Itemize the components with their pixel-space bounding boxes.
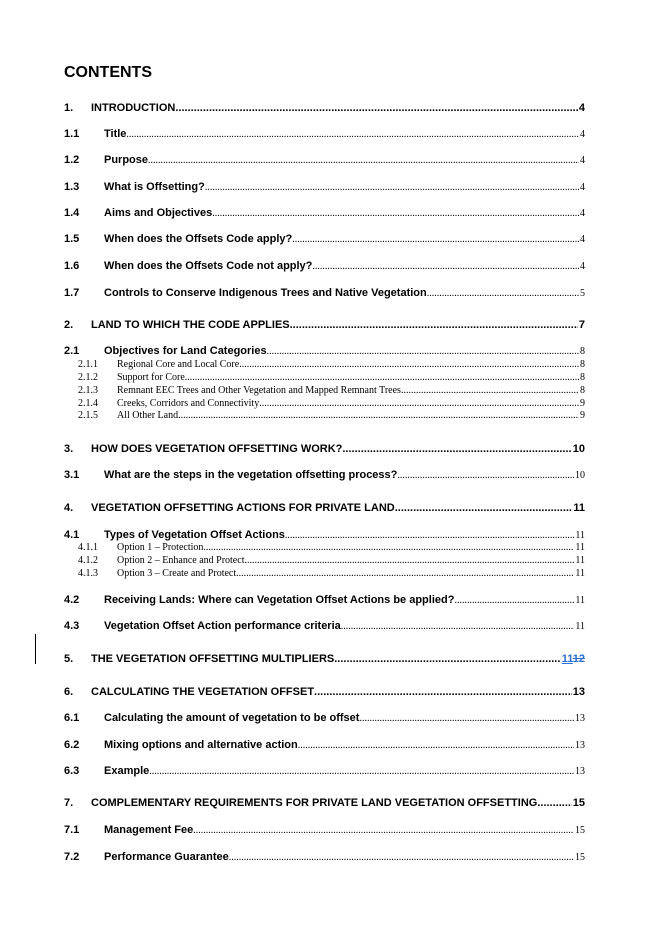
toc-entry[interactable] (0, 398, 666, 410)
toc-entry-title: INTRODUCTION (91, 102, 176, 114)
toc-entry[interactable] (0, 529, 666, 543)
dot-leader (148, 155, 579, 166)
toc-entry-line (104, 765, 585, 777)
dot-leader (397, 470, 574, 481)
toc-entry-page-number[interactable]: 8 (580, 346, 585, 357)
toc-entry-line (91, 653, 585, 665)
toc-entry-number: 7. (64, 797, 74, 809)
toc-entry-title: Performance Guarantee (104, 851, 229, 863)
toc-entry-number: 2.1.2 (78, 372, 98, 383)
toc-entry-page-number[interactable]: 4 (580, 129, 585, 140)
toc-entry-number: 1.6 (64, 260, 80, 272)
toc-entry-page-number[interactable]: 15 (575, 825, 585, 836)
toc-entry-number: 1.5 (64, 233, 80, 245)
toc-entry-number: 2.1.3 (78, 385, 98, 396)
toc-entry[interactable] (0, 181, 666, 195)
toc-entry-line (104, 154, 585, 166)
toc-entry-line (117, 410, 585, 421)
toc-entry-line (117, 372, 585, 383)
toc-entry-page-number[interactable]: 4 (580, 208, 585, 219)
toc-entry-line (104, 233, 585, 245)
toc-entry-title: Controls to Conserve Indigenous Trees and Native Vegetation (104, 287, 427, 299)
toc-entry-number: 4.1.1 (78, 542, 98, 553)
toc-entry-title: Title (104, 128, 127, 140)
toc-entry-page-number[interactable]: 13 (575, 766, 585, 777)
toc-entry-title: VEGETATION OFFSETTING ACTIONS FOR PRIVATE LAND (91, 502, 395, 514)
dot-leader (212, 208, 579, 219)
toc-entry[interactable] (0, 712, 666, 726)
toc-entry-number: 2.1 (64, 345, 80, 357)
toc-entry-number: 3. (64, 443, 74, 455)
toc-entry-number: 4.3 (64, 620, 80, 632)
toc-entry-number: 2.1.1 (78, 359, 98, 370)
toc-entry-line (117, 359, 585, 370)
toc-entry-line (117, 555, 585, 566)
toc-entry-number: 1.4 (64, 207, 80, 219)
toc-entry[interactable] (0, 594, 666, 608)
toc-entry-title: Option 3 – Create and Protect (117, 568, 237, 579)
toc-entry-page-number[interactable]: 4 (578, 102, 585, 114)
toc-entry-page-number[interactable]: 11 (573, 502, 585, 514)
toc-entry-line (104, 824, 585, 836)
toc-entry-line (91, 797, 585, 809)
toc-entry-line (104, 128, 585, 140)
toc-entry-title: Objectives for Land Categories (104, 345, 267, 357)
dot-leader (193, 825, 574, 836)
toc-entry[interactable] (0, 824, 666, 838)
toc-entry-page-number[interactable]: 10 (572, 443, 585, 455)
toc-entry-title: Receiving Lands: Where can Vegetation Offset Actions be applied? (104, 594, 455, 606)
toc-entry-line (91, 102, 585, 114)
toc-entry-number: 6. (64, 686, 74, 698)
toc-entry[interactable] (0, 345, 666, 359)
toc-entry-page-number[interactable]: 9 (580, 398, 585, 409)
dot-leader (537, 797, 571, 809)
toc-entry-number: 6.3 (64, 765, 80, 777)
toc-entry-number: 1.7 (64, 287, 80, 299)
toc-entry-page-number[interactable]: 7 (578, 319, 585, 331)
toc-entry[interactable] (0, 385, 666, 397)
toc-entry-number: 3.1 (64, 469, 80, 481)
toc-entry-number: 1.2 (64, 154, 80, 166)
toc-entry-page-number[interactable]: 11 (575, 555, 585, 566)
dot-leader (185, 372, 579, 383)
toc-entry-line (91, 686, 585, 698)
toc-entry-page-number[interactable]: 9 (580, 410, 585, 421)
toc-entry-page-number[interactable]: 8 (580, 359, 585, 370)
toc-entry-line (104, 594, 585, 606)
toc-entry[interactable] (0, 620, 666, 634)
dot-leader (454, 595, 574, 606)
toc-entry-page-number[interactable]: 13 (575, 713, 585, 724)
toc-entry[interactable] (0, 542, 666, 554)
toc-entry-line (104, 207, 585, 219)
dot-leader (244, 555, 574, 566)
toc-entry-number: 1.3 (64, 181, 80, 193)
toc-entry-page-number[interactable]: 8 (580, 385, 585, 396)
dot-leader (175, 102, 578, 114)
dot-leader (126, 129, 579, 140)
toc-entry-number: 4. (64, 502, 74, 514)
toc-entry-page-number[interactable] (561, 653, 585, 665)
dot-leader (205, 182, 579, 193)
toc-entry[interactable] (0, 797, 666, 811)
toc-entry-title: HOW DOES VEGETATION OFFSETTING WORK? (91, 443, 343, 455)
toc-entry-number: 4.1 (64, 529, 80, 541)
page-title: CONTENTS (64, 64, 152, 81)
toc-entry-line (104, 851, 585, 863)
dot-leader (236, 568, 574, 579)
toc-entry-page-number[interactable]: 10 (575, 470, 585, 481)
toc-entry[interactable] (0, 851, 666, 865)
dot-leader (259, 398, 579, 409)
toc-entry-line (104, 260, 585, 272)
toc-entry-title: Support for Core (117, 372, 185, 383)
toc-entry-title: Creeks, Corridors and Connectivity (117, 398, 260, 409)
toc-entry-line (117, 398, 585, 409)
toc-entry-title: All Other Land (117, 410, 179, 421)
dot-leader (427, 288, 579, 299)
dot-leader (229, 852, 574, 863)
dot-leader (341, 621, 575, 632)
dot-leader (314, 686, 572, 698)
toc-entry-title: Aims and Objectives (104, 207, 213, 219)
toc-entry[interactable] (0, 765, 666, 779)
toc-entry[interactable] (0, 372, 666, 384)
toc-entry-page-number[interactable]: 11 (575, 621, 585, 632)
toc-entry-title: Regional Core and Local Core (117, 359, 240, 370)
toc-entry-number: 2.1.4 (78, 398, 98, 409)
dot-leader (285, 530, 574, 541)
toc-entry-number: 1. (64, 102, 74, 114)
toc-entry-number: 1.1 (64, 128, 80, 140)
toc-entry-line (104, 287, 585, 299)
toc-entry-page-number[interactable]: 15 (575, 852, 585, 863)
dot-leader (178, 410, 579, 421)
toc-entry-page-number[interactable]: 4 (580, 234, 585, 245)
toc-entry-number: 2. (64, 319, 74, 331)
toc-entry-line (91, 319, 585, 331)
toc-entry-number: 4.2 (64, 594, 80, 606)
toc-entry-page-number[interactable]: 4 (580, 182, 585, 193)
toc-entry-title: THE VEGETATION OFFSETTING MULTIPLIERS (91, 653, 335, 665)
toc-entry-line (104, 345, 585, 357)
toc-entry[interactable] (0, 443, 666, 457)
toc-entry[interactable] (0, 260, 666, 274)
dot-leader (359, 713, 574, 724)
toc-entry[interactable] (0, 568, 666, 580)
toc-entry[interactable] (0, 233, 666, 247)
toc-entry[interactable] (0, 207, 666, 221)
toc-entry-line (104, 739, 585, 751)
toc-entry-line (117, 385, 585, 396)
toc-entry-title: LAND TO WHICH THE CODE APPLIES (91, 319, 290, 331)
toc-entry[interactable] (0, 154, 666, 168)
toc-entry-title: Vegetation Offset Action performance criteria (104, 620, 341, 632)
toc-entry-number: 5. (64, 653, 74, 665)
dot-leader (149, 766, 574, 777)
dot-leader (312, 261, 579, 272)
toc-entry-page-number[interactable]: 11 (575, 595, 585, 606)
toc-entry-line (117, 568, 585, 579)
toc-entry[interactable] (0, 319, 666, 333)
dot-leader (239, 359, 579, 370)
toc-entry-number: 4.1.3 (78, 568, 98, 579)
toc-entry-page-number[interactable]: 13 (575, 740, 585, 751)
struck-page-number: 12 (572, 653, 585, 665)
toc-entry-title: CALCULATING THE VEGETATION OFFSET (91, 686, 315, 698)
toc-entry-title: Management Fee (104, 824, 194, 836)
toc-entry-page-number[interactable]: 11 (575, 568, 585, 579)
toc-entry-page-number[interactable]: 4 (580, 155, 585, 166)
dot-leader (292, 234, 579, 245)
dot-leader (298, 740, 574, 751)
toc-entry[interactable] (0, 102, 666, 116)
toc-entry[interactable] (0, 128, 666, 142)
toc-entry-title: What are the steps in the vegetation offsetting process? (104, 469, 398, 481)
toc-entry-line (104, 620, 585, 632)
toc-entry[interactable] (0, 653, 666, 667)
toc-entry-number: 7.2 (64, 851, 80, 863)
toc-entry[interactable] (0, 469, 666, 483)
toc-entry-title: Mixing options and alternative action (104, 739, 298, 751)
toc-entry[interactable] (0, 359, 666, 371)
toc-entry[interactable] (0, 502, 666, 516)
toc-entry[interactable] (0, 739, 666, 753)
toc-entry-page-number[interactable]: 8 (580, 372, 585, 383)
toc-entry[interactable] (0, 287, 666, 301)
toc-entry-line (91, 502, 585, 514)
dot-leader (267, 346, 579, 357)
toc-entry-page-number[interactable]: 11 (575, 542, 585, 553)
dot-leader (290, 319, 578, 331)
toc-entry-title: What is Offsetting? (104, 181, 205, 193)
toc-entry[interactable] (0, 686, 666, 700)
toc-entry-title: COMPLEMENTARY REQUIREMENTS FOR PRIVATE LAND VEGETATION OFFSETTING (91, 797, 538, 809)
toc-entry-number: 6.1 (64, 712, 80, 724)
toc-entry-line (91, 443, 585, 455)
toc-entry-line (117, 542, 585, 553)
toc-entry-line (104, 712, 585, 724)
toc-entry[interactable] (0, 555, 666, 567)
toc-entry-number: 7.1 (64, 824, 80, 836)
toc-entry-title: Types of Vegetation Offset Actions (104, 529, 285, 541)
dot-leader (395, 502, 573, 514)
toc-entry-page-number[interactable]: 11 (575, 530, 585, 541)
toc-entry-title: Option 1 – Protection (117, 542, 204, 553)
toc-entry-number: 4.1.2 (78, 555, 98, 566)
dot-leader (334, 653, 560, 665)
toc-entry-title: Option 2 – Enhance and Protect (117, 555, 245, 566)
dot-leader (342, 443, 571, 455)
toc-entry-title: Example (104, 765, 150, 777)
dot-leader (401, 385, 579, 396)
revised-page-number[interactable]: 11 (561, 653, 573, 665)
toc-entry-title: When does the Offsets Code apply? (104, 233, 293, 245)
toc-entry-title: When does the Offsets Code not apply? (104, 260, 313, 272)
toc-entry-number: 2.1.5 (78, 410, 98, 421)
toc-entry-line (104, 469, 585, 481)
toc-entry-title: Remnant EEC Trees and Other Vegetation and Mapped Remnant Trees (117, 385, 401, 396)
toc-entry-page-number[interactable]: 4 (580, 261, 585, 272)
toc-entry-title: Purpose (104, 154, 149, 166)
toc-entry-line (104, 529, 585, 541)
toc-entry-page-number[interactable]: 5 (580, 288, 585, 299)
toc-entry-title: Calculating the amount of vegetation to be offset (104, 712, 360, 724)
toc-entry[interactable] (0, 410, 666, 422)
toc-entry-page-number[interactable]: 15 (572, 797, 585, 809)
toc-entry-line (104, 181, 585, 193)
dot-leader (203, 542, 574, 553)
toc-entry-page-number[interactable]: 13 (572, 686, 585, 698)
toc-entry-number: 6.2 (64, 739, 80, 751)
